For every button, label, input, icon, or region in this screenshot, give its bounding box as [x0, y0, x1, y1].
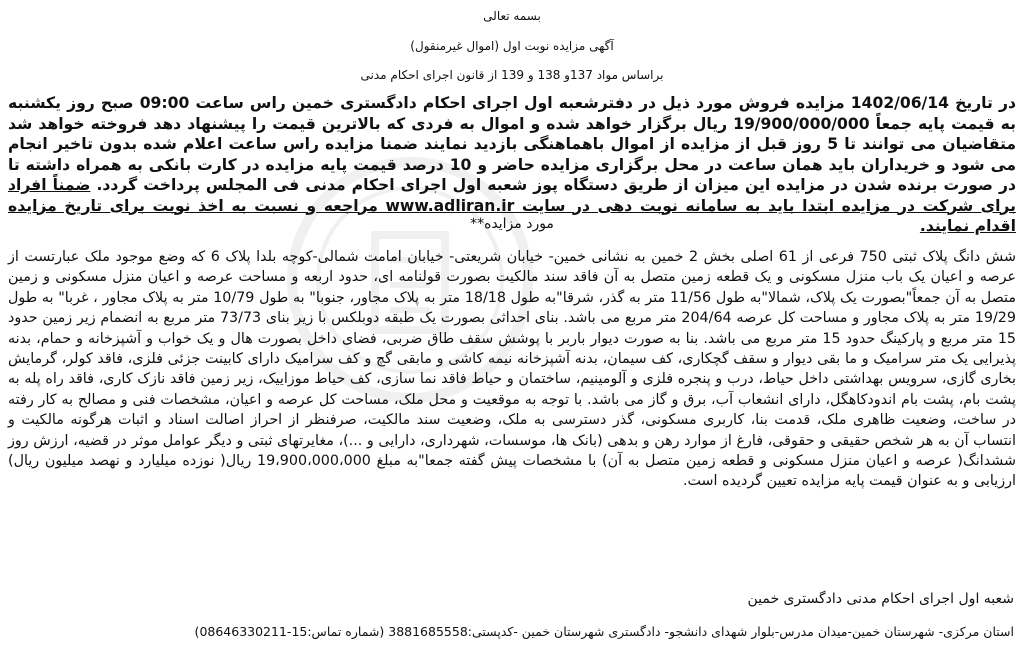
notice-title: آگهی مزایده نوبت اول (اموال غیرمنقول)	[410, 39, 614, 53]
section-title: مورد مزایده**	[470, 216, 554, 232]
bismillah-heading: بسمه تعالی	[483, 9, 541, 23]
registration-notice: ضمناً افراد برای شرکت در مزایده ابتدا باید به سامانه نوبت دهی در سایت www.adliran.ir مراجعه و نسبت به اخذ نوبت برای تاریخ مزایده اقدام نمایند.	[8, 176, 1016, 235]
contact-address: استان مرکزی- شهرستان خمین-میدان مدرس-بلوار شهدای دانشجو- دادگستری شهرستان خمین -کدپستی:3881685558 (شماره تماس:15-08646330211)	[194, 624, 1014, 639]
law-reference: براساس مواد 137و 138 و 139 از قانون اجرای احکام مدنی	[360, 68, 664, 82]
property-description: شش دانگ پلاک ثبتی 750 فرعی از 61 اصلی بخش 2 خمین به نشانی خمین- خیابان شریعتی- خیابان امامت شمالی-کوچه بلدا پلاک 6 که وضع موجود ملک عبارتست از عرصه و اعیان یک باب منزل مسکونی و یک قطعه زمین متصل به آن فاقد سند مالکیت بصورت قولنامه ای، حدود اربعه و مساحت عرصه و اعیان منزل مسکونی و زمین متصل به آن جمعاً"بصورت یک پلاک، شمالا"به طول 11/56 متر به گذر، شرقا"به طول 18/18 متر به پلاک مجاور، جنوبا" به طول 10/79 متر به پلاک مجاور ، غربا" به طول 19/29 متر به پلاک مجاور و مساحت کل عرصه 204/64 متر مربع می باشد. بنای احداثی بصورت یک طبقه دوبلکس با زیر بنای 73/73 متر مربع به انضمام زیر زمین حدود 15 متر مربع و پارکینگ حدود 15 متر مربع می باشد. بنا به صورت دیوار باربر با پوشش سقف طاق ضربی، فضای داخل بصورت هال و یک خواب و آشپزخانه و حمام، بدنه پذیرایی یک متر سرامیک و ما بقی دیوار و سقف گچکاری، کف سیمان، بدنه آشپزخانه نیمه کاشی و مابقی گچ و کف سرامیک دارای کابینت جزئی فلزی، فاقد کولر، گرمایش بخاری گازی، سرویس بهداشتی داخل حیاط، درب و پنجره فلزی و آلومینیم، ساختمان و حیاط فاقد نما سازی، کف حیاط موزاییک، زیر زمین فاقد نازک کاری، فاقد راه پله به پشت بام، پشت بام اندودکاهگل، دارای انشعاب آب، برق و گاز می باشد. با توجه به موقعیت و محل ملک، مساحت کل عرصه و اعیان، مشخصات فنی و مصالح به کار رفته در ساخت، وضعیت ظاهری ملک، قدمت بنا، کاربری مسکونی، گذر دسترسی به ملک، وضعیت سند مالکیت، صرفنظر از احراز اصالت اسناد و اثبات هرگونه مالکیت و انتساب آن به هر شخص حقیقی و حقوقی، فارغ از موارد رهن و بدهی (بانک ها، موسسات، شهرداری، دارایی و ...)، مغایرتهای ثبتی و دیگر عوامل موثر در قضیه، ارزش روز ششدانگ( عرصه و اعیان منزل مسکونی و قطعه زمین متصل به آن) با مشخصات پیش گفته جمعا"به مبلغ 19،900،000،000 ریال( نوزده میلیارد و نهصد میلیون ریال) ارزیابی و به عنوان قیمت پایه مزایده تعیین گردیده است.	[8, 249, 1017, 490]
issuer-signature: شعبه اول اجرای احکام مدنی دادگستری خمین	[747, 591, 1014, 607]
intro-text: در تاریخ 1402/06/14 مزایده فروش مورد ذیل در دفترشعبه اول اجرای احکام دادگستری خمین راس ساعت 09:00 صبح روز یکشنبه به قیمت پایه جمعاً 19/900/000/000 ریال برگزار خواهد شده و اموال به فردی که بالاترین قیمت را پیشنهاد دهد فروخته خواهد شد متقاضیان می توانند تا 5 روز قبل از مزایده از اموال باهماهنگی بازدید نمایند ضمنا مزایده راس ساعت اعلام شده بدون تاخیر انجام می شود و خریداران باید همان ساعت در محل برگزاری مزایده حاضر و 10 درصد قیمت پایه مزایده در کارت بانکی به همراه داشته تا در صورت برنده شدن در مزایده این میزان از طریق دستگاه پوز شعبه اول اجرای احکام مدنی فی المجلس پرداخت گردد.	[8, 94, 1017, 194]
